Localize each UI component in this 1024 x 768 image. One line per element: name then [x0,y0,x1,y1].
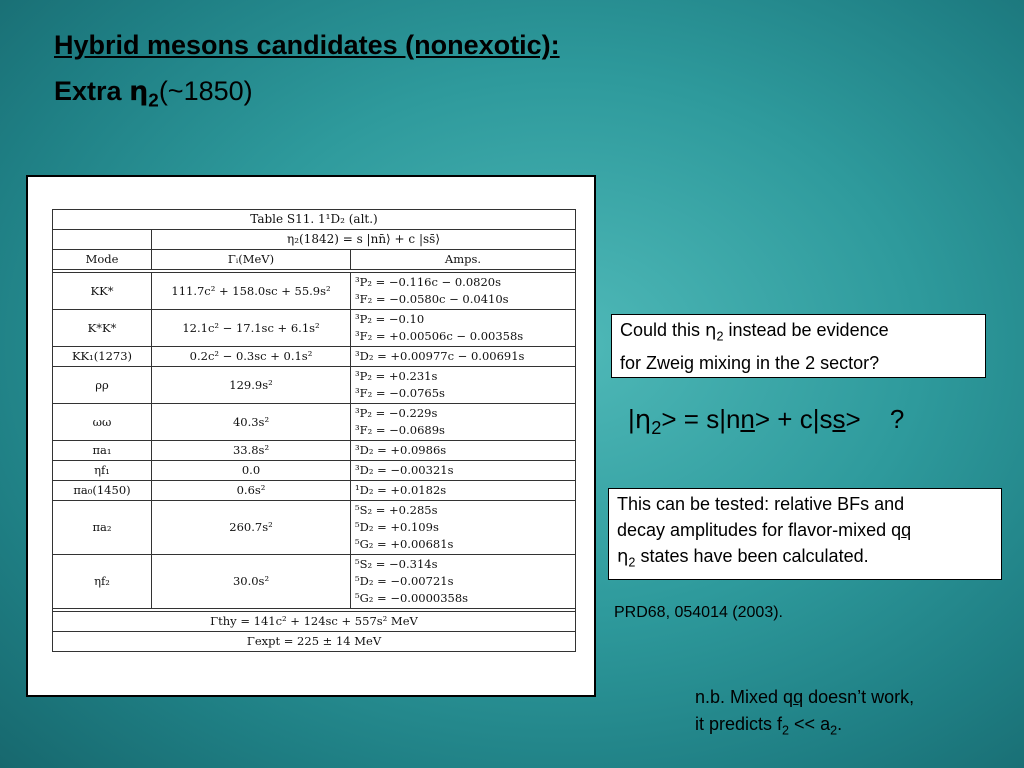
row-width: 33.8s² [152,441,351,461]
row-amps [351,404,576,441]
row-width: 260.7s² [152,501,351,555]
amplitude: ³P₂ = −0.116c − 0.0820s [355,275,501,289]
decay-table-image [26,175,596,697]
amplitude: ⁵D₂ = +0.109s [355,520,439,534]
row-width: 129.9s² [152,367,351,404]
table-row [53,404,576,441]
amplitude: ³P₂ = −0.10 [355,312,425,326]
amplitude: ³D₂ = +0.00977c − 0.00691s [355,349,525,363]
title-mass: (~1850) [158,76,253,106]
row-amps [351,555,576,609]
row-mode: ωω [53,404,152,441]
gamma-expt: Γexpt = 225 ± 14 MeV [53,632,576,652]
table-row [53,347,576,367]
box2-line1: This can be tested: relative BFs and [617,494,905,514]
row-width: 40.3s² [152,404,351,441]
row-mode: KK₁(1273) [53,347,152,367]
amplitude: ³F₂ = −0.0765s [355,386,445,400]
ket-open: | [628,404,635,434]
mixing-equation [628,404,904,439]
test-box [608,488,1002,580]
row-width: 12.1c² − 17.1sc + 6.1s² [152,310,351,347]
eq-sbar: s [832,404,846,434]
table-row [53,555,576,609]
amplitude: ³F₂ = +0.00506c − 0.00358s [355,329,524,343]
box1-text-pre: Could this [620,320,706,340]
row-amps [351,273,576,310]
table-row [53,273,576,310]
eta-symbol-icon: η [634,405,652,435]
box1-sub: 2 [716,329,724,344]
row-width: 30.0s² [152,555,351,609]
row-mode: πa₂ [53,501,152,555]
eta-symbol-icon: η [705,320,717,341]
row-mode: πa₀(1450) [53,481,152,501]
note-sub: 2 [782,723,790,738]
row-mode: ηf₁ [53,461,152,481]
amplitude: ³D₂ = −0.00321s [355,463,454,477]
footnote [695,684,914,745]
amplitude: ⁵S₂ = −0.314s [355,557,438,571]
box2-qbar: q [901,520,912,540]
amplitude: ³P₂ = −0.229s [355,406,438,420]
eq-nbar: n [740,404,755,434]
header-gamma: Γᵢ(MeV) [152,250,351,270]
gamma-thy: Γthy = 141c² + 124sc + 557s² MeV [53,612,576,632]
row-width: 111.7c² + 158.0sc + 55.9s² [152,273,351,310]
row-width: 0.0 [152,461,351,481]
amplitude: ⁵G₂ = +0.00681s [355,537,454,551]
eq-sub: 2 [651,418,662,439]
amplitude: ³F₂ = −0.0689s [355,423,445,437]
header-amps: Amps. [351,250,576,270]
box1-line2-end: sector? [815,352,880,373]
row-mode: KK* [53,273,152,310]
box2-line2: decay amplitudes for flavor-mixed q [617,520,902,540]
table-row [53,367,576,404]
amplitude: ³D₂ = +0.0986s [355,443,447,457]
table-row [53,461,576,481]
row-amps [351,461,576,481]
note-qbar: q [793,687,804,707]
box1-text-post: instead be evidence [723,320,889,340]
amplitude: ¹D₂ = +0.0182s [355,483,447,497]
row-width: 0.6s² [152,481,351,501]
note-sub2: 2 [830,723,838,738]
amplitude: ⁵G₂ = −0.0000358s [355,591,469,605]
table-row [53,501,576,555]
reference: PRD68, 054014 (2003). [614,604,783,621]
row-width: 0.2c² − 0.3sc + 0.1s² [152,347,351,367]
eta-symbol-icon: η [129,76,149,107]
table-row [53,310,576,347]
box2-line3: states have been calculated. [635,546,869,566]
table-state: η₂(1842) = s |nn̄⟩ + c |ss̄⟩ [152,230,576,250]
header-mode: Mode [53,250,152,270]
title-extra-word: Extra [54,76,122,106]
box2-sub: 2 [628,555,636,570]
slide-title-line1: Hybrid mesons candidates (nonexotic): [54,30,560,60]
row-mode: πa₁ [53,441,152,461]
note-line2-pre: it predicts f [695,714,783,734]
decay-table [52,209,576,652]
row-amps [351,481,576,501]
box1-line2: for Zweig mixing in the 2 [620,352,816,373]
row-amps [351,347,576,367]
amplitude: ⁵S₂ = +0.285s [355,503,438,517]
row-amps [351,441,576,461]
slide-title-line2 [54,76,253,112]
row-mode: K*K* [53,310,152,347]
row-mode: ρρ [53,367,152,404]
row-amps [351,310,576,347]
note-line1-pre: n.b. Mixed q [695,687,794,707]
eq-part3: > [845,404,861,434]
eta-symbol-icon: η [617,546,629,567]
question-box [611,314,986,378]
eq-question: ? [889,404,905,434]
table-row [53,481,576,501]
eq-part2: > + c|s [754,404,833,434]
amplitude: ³F₂ = −0.0580c − 0.0410s [355,292,509,306]
row-amps [351,367,576,404]
note-line1-post: doesn’t work, [803,687,915,707]
note-line2-end: . [837,714,843,734]
amplitude: ⁵D₂ = −0.00721s [355,574,454,588]
table-caption: Table S11. 1¹D₂ (alt.) [53,210,576,230]
title-subscript: 2 [148,90,159,112]
row-mode: ηf₂ [53,555,152,609]
amplitude: ³P₂ = +0.231s [355,369,438,383]
note-line2-mid: << a [789,714,831,734]
row-amps [351,501,576,555]
eq-part1: > = s|n [661,404,741,434]
table-row [53,441,576,461]
